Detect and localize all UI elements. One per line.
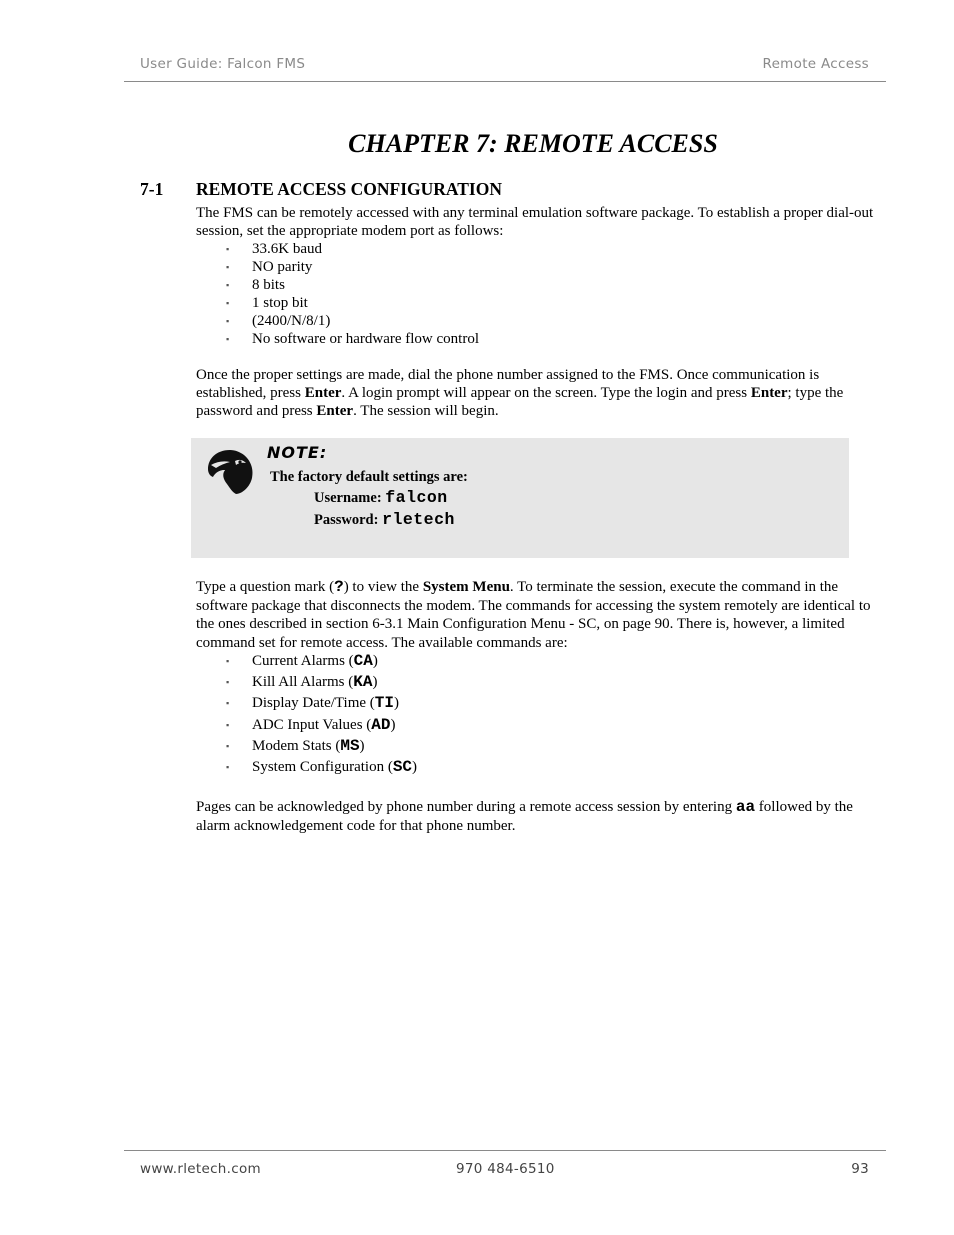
list-item: ▪ System Configuration (SC) bbox=[196, 757, 417, 778]
list-item: ▪ No software or hardware flow control bbox=[226, 331, 479, 347]
note-title: NOTE: bbox=[267, 443, 328, 462]
list-item: ▪ 33.6K baud bbox=[226, 241, 322, 257]
list-item: ▪ Kill All Alarms (KA) bbox=[196, 672, 417, 693]
falcon-head-icon bbox=[206, 448, 254, 496]
header-rule bbox=[124, 81, 886, 82]
bullet-icon: ▪ bbox=[226, 262, 230, 272]
bullet-icon: ▪ bbox=[226, 334, 230, 344]
chapter-title: CHAPTER 7: REMOTE ACCESS bbox=[348, 129, 718, 158]
list-item: ▪ NO parity bbox=[226, 259, 313, 275]
system-menu-paragraph: Type a question mark (?) to view the System Menu. To terminate the session, execute the command in the software package that disconnects the modem. The commands for accessing the system remotely are identical to the ones described in section 6-3.1 Main Configuration Menu - SC, on page 90. There is, however, a limited command set for remote access. The available commands are: bbox=[196, 578, 871, 651]
bullet-icon: ▪ bbox=[226, 698, 230, 709]
acknowledge-paragraph: Pages can be acknowledged by phone number during a remote access session by entering aa followed by the alarm acknowledgement code for that phone number. bbox=[196, 798, 853, 834]
dial-paragraph: Once the proper settings are made, dial the phone number assigned to the FMS. Once communication is established, press Enter. A login prompt will appear on the screen. Type the login and press Enter; type the password and press Enter. The session will begin. bbox=[196, 367, 844, 419]
running-header-right: Remote Access bbox=[762, 56, 869, 72]
note-username: Username: falcon bbox=[314, 488, 448, 507]
section-title: REMOTE ACCESS CONFIGURATION bbox=[196, 179, 502, 199]
port-settings-list bbox=[196, 240, 479, 348]
intro-paragraph: The FMS can be remotely accessed with any terminal emulation software package. To establish a proper dial-out session, set the appropriate modem port as follows: bbox=[196, 205, 874, 239]
footer-phone: 970 484-6510 bbox=[456, 1161, 555, 1177]
list-item: ▪ 8 bits bbox=[226, 277, 285, 293]
bullet-icon: ▪ bbox=[226, 316, 230, 326]
bullet-icon: ▪ bbox=[226, 740, 230, 751]
footer-rule bbox=[124, 1150, 886, 1151]
bullet-icon: ▪ bbox=[226, 677, 230, 688]
list-item: ▪ Display Date/Time (TI) bbox=[196, 693, 417, 714]
list-item: ▪ Current Alarms (CA) bbox=[196, 651, 417, 672]
list-item: ▪ 1 stop bit bbox=[226, 295, 308, 311]
running-header-left: User Guide: Falcon FMS bbox=[140, 56, 306, 72]
bullet-icon: ▪ bbox=[226, 298, 230, 308]
list-item: ▪ ADC Input Values (AD) bbox=[196, 715, 417, 736]
bullet-icon: ▪ bbox=[226, 656, 230, 666]
note-text: The factory default settings are: bbox=[270, 469, 468, 485]
section-number: 7-1 bbox=[140, 179, 164, 199]
bullet-icon: ▪ bbox=[226, 244, 230, 254]
list-item: ▪ Modem Stats (MS) bbox=[196, 736, 417, 757]
commands-list bbox=[196, 651, 417, 778]
footer-website: www.rletech.com bbox=[140, 1161, 261, 1177]
bullet-icon: ▪ bbox=[226, 719, 230, 730]
bullet-icon: ▪ bbox=[226, 761, 230, 772]
bullet-icon: ▪ bbox=[226, 280, 230, 290]
page-number: 93 bbox=[851, 1161, 869, 1177]
note-box bbox=[191, 438, 849, 558]
list-item: ▪ (2400/N/8/1) bbox=[226, 313, 331, 329]
note-password: Password: rletech bbox=[314, 510, 455, 529]
